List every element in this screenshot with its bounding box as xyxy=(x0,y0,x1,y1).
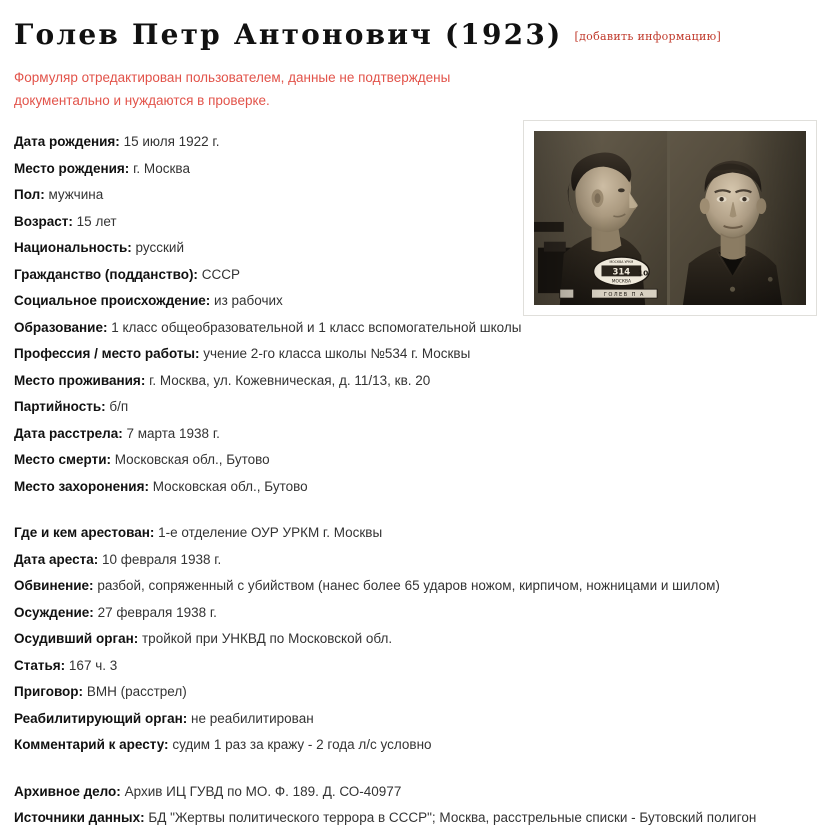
record-field xyxy=(14,235,814,262)
field-label: Место рождения: xyxy=(14,160,130,176)
field-label: Архивное дело: xyxy=(14,783,121,799)
record-field xyxy=(14,547,814,574)
field-group xyxy=(14,779,814,832)
field-label: Возраст: xyxy=(14,213,73,229)
record-field xyxy=(14,394,814,421)
field-label: Приговор: xyxy=(14,684,84,699)
field-value: СССР xyxy=(201,266,240,282)
field-value: 15 лет xyxy=(76,213,117,229)
unverified-data-notice: Формуляр отредактирован пользователем, данные не подтверждены документально и нуждаются в проверке. xyxy=(14,70,451,108)
field-value: не реабилитирован xyxy=(191,710,314,726)
field-value: 10 февраля 1938 г. xyxy=(101,551,222,567)
field-label: Партийность: xyxy=(14,399,106,414)
record-field xyxy=(14,156,814,183)
field-label: Национальность: xyxy=(14,240,132,255)
field-value: из рабочих xyxy=(214,293,283,308)
field-value: 167 ч. 3 xyxy=(68,657,118,673)
record-field xyxy=(14,421,814,448)
page-title: Голев Петр Антонович (1923) xyxy=(14,18,563,51)
field-value: б/п xyxy=(109,399,129,414)
field-value: БД "Жертвы политического террора в СССР"; Москва, расстрельные списки - Бутовский полигон xyxy=(148,810,757,825)
field-label: Дата расстрела: xyxy=(14,425,123,441)
field-label: Образование: xyxy=(14,319,108,335)
field-label: Дата рождения: xyxy=(14,134,120,149)
field-value: 15 июля 1922 г. xyxy=(123,134,220,149)
field-label: Обвинение: xyxy=(14,578,94,593)
field-label: Место смерти: xyxy=(14,452,111,467)
field-value: ВМН (расстрел) xyxy=(86,684,187,699)
record-field xyxy=(14,573,814,600)
record-fields xyxy=(14,129,814,832)
field-group xyxy=(14,129,814,500)
record-field xyxy=(14,341,814,368)
field-value: Архив ИЦ ГУВД по МО. Ф. 189. Д. СО-40977 xyxy=(124,783,402,799)
record-field xyxy=(14,600,814,627)
record-field xyxy=(14,182,814,209)
page-header xyxy=(14,18,824,51)
record-field xyxy=(14,447,814,474)
record-field xyxy=(14,732,814,759)
field-value: мужчина xyxy=(48,187,104,202)
record-field xyxy=(14,368,814,395)
field-value: г. Москва, ул. Кожевническая, д. 11/13, кв. 20 xyxy=(149,372,431,388)
field-label: Пол: xyxy=(14,187,45,202)
record-field xyxy=(14,315,814,342)
record-field xyxy=(14,706,814,733)
record-field xyxy=(14,653,814,680)
record-field xyxy=(14,262,814,289)
record-field xyxy=(14,129,814,156)
field-label: Профессия / место работы: xyxy=(14,346,200,361)
record-field xyxy=(14,779,814,806)
add-information-link[interactable]: [добавить информацию] xyxy=(574,30,722,43)
field-label: Место проживания: xyxy=(14,372,146,388)
field-label: Комментарий к аресту: xyxy=(14,737,169,752)
field-label: Реабилитирующий орган: xyxy=(14,710,188,726)
field-label: Место захоронения: xyxy=(14,478,149,494)
record-field xyxy=(14,679,814,706)
field-label: Дата ареста: xyxy=(14,551,99,567)
field-label: Источники данных: xyxy=(14,810,145,825)
record-field xyxy=(14,474,814,501)
record-field xyxy=(14,209,814,236)
field-value: 1 класс общеобразовательной и 1 класс вспомогательной школы xyxy=(111,319,522,335)
field-label: Гражданство (подданство): xyxy=(14,266,198,282)
field-label: Социальное происхождение: xyxy=(14,293,211,308)
record-field xyxy=(14,805,814,832)
field-value: учение 2-го класса школы №534 г. Москвы xyxy=(203,346,471,361)
field-label: Осудивший орган: xyxy=(14,631,139,646)
field-value: 7 марта 1938 г. xyxy=(126,425,220,441)
record-field xyxy=(14,288,814,315)
field-label: Где и кем арестован: xyxy=(14,525,155,540)
field-label: Статья: xyxy=(14,657,66,673)
field-value: 1-е отделение ОУР УРКМ г. Москвы xyxy=(158,525,383,540)
field-value: Московская обл., Бутово xyxy=(114,452,270,467)
field-value: судим 1 раз за кражу - 2 года л/с условно xyxy=(172,737,432,752)
record-field xyxy=(14,520,814,547)
field-value: 27 февраля 1938 г. xyxy=(97,604,217,620)
field-group xyxy=(14,520,814,759)
field-label: Осуждение: xyxy=(14,604,94,620)
field-value: русский xyxy=(135,240,184,255)
field-value: Московская обл., Бутово xyxy=(152,478,308,494)
record-field xyxy=(14,626,814,653)
field-value: разбой, сопряженный с убийством (нанес более 65 ударов ножом, кирпичом, ножницами и шилом) xyxy=(97,578,720,593)
field-value: тройкой при УНКВД по Московской обл. xyxy=(142,631,393,646)
field-value: г. Москва xyxy=(133,160,190,176)
